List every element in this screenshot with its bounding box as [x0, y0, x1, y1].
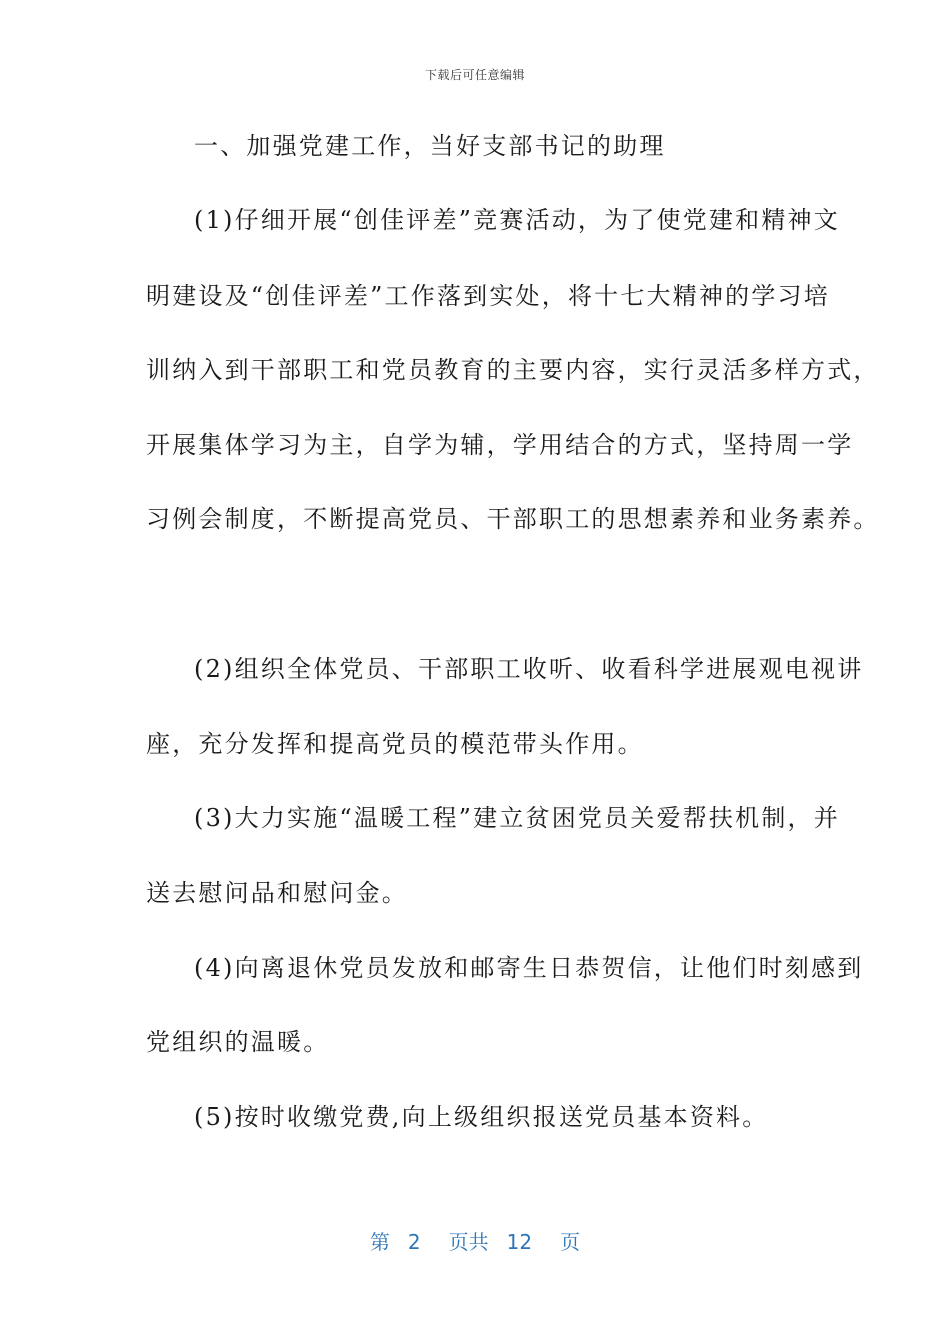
page-number-footer [0, 1226, 950, 1255]
footer-total-pages: 12 [506, 1230, 533, 1254]
paragraph-line: (4)向离退休党员发放和邮寄生日恭贺信，让他们时刻感到 [194, 954, 864, 982]
paragraph-line: (5)按时收缴党费,向上级组织报送党员基本资料。 [194, 1103, 769, 1131]
footer-prefix: 第 [369, 1230, 390, 1254]
paragraph-line: (3)大力实施“温暖工程”建立贫困党员关爱帮扶机制，并 [194, 804, 840, 832]
paragraph-line: 训纳入到干部职工和党员教育的主要内容，实行灵活多样方式， [146, 356, 880, 384]
paragraph-line: 习例会制度，不断提高党员、干部职工的思想素养和业务素养。 [146, 505, 880, 533]
paragraph-line: (1)仔细开展“创佳评差”竞赛活动，为了使党建和精神文 [194, 206, 840, 234]
paragraph-line: 明建设及“创佳评差”工作落到实处，将十七大精神的学习培 [146, 282, 830, 310]
paragraph-line: 党组织的温暖。 [146, 1028, 330, 1056]
footer-suffix: 页 [560, 1230, 581, 1254]
header-note: 下载后可任意编辑 [424, 68, 525, 82]
paragraph-line: 座，充分发挥和提高党员的模范带头作用。 [146, 730, 644, 758]
paragraph-line: 送去慰问品和慰问金。 [146, 879, 408, 907]
footer-current-page: 2 [407, 1230, 421, 1254]
footer-middle: 页共 [448, 1230, 489, 1254]
paragraph-line: (2)组织全体党员、干部职工收听、收看科学进展观电视讲 [194, 655, 864, 683]
section-heading: 一、加强党建工作，当好支部书记的助理 [194, 132, 666, 160]
paragraph-line: 开展集体学习为主，自学为辅，学用结合的方式，坚持周一学 [146, 431, 854, 459]
